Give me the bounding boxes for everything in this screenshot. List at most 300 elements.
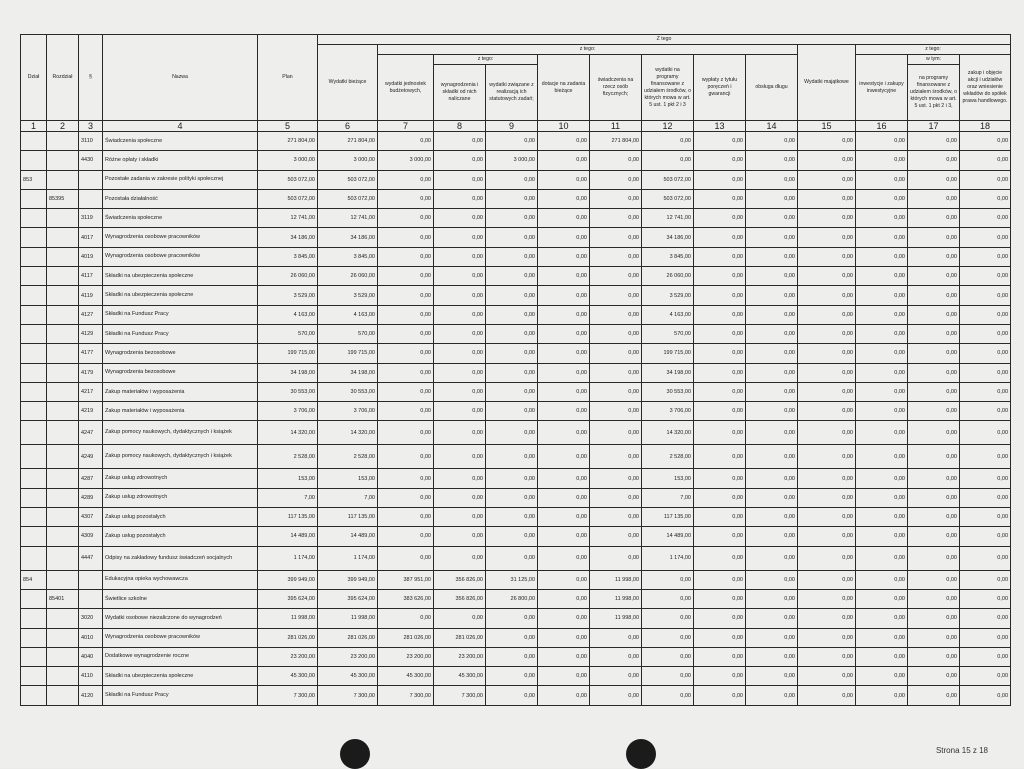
cell-value: 11 998,00: [590, 589, 642, 608]
cell-value: 0,00: [642, 609, 694, 628]
cell-value: 0,00: [798, 570, 856, 589]
cell-value: 34 198,00: [258, 363, 318, 382]
cell-value: 0,00: [486, 247, 538, 266]
cell-value: 45 300,00: [318, 667, 378, 686]
cell-value: 0,00: [694, 324, 746, 343]
cell-value: 0,00: [746, 667, 798, 686]
cell-value: 26 060,00: [318, 267, 378, 286]
cell-paragraf: 4119: [79, 286, 103, 305]
cell-paragraf: 4017: [79, 228, 103, 247]
page-number: Strona 15 z 18: [935, 746, 988, 755]
cell-value: 0,00: [746, 589, 798, 608]
cell-value: 0,00: [746, 170, 798, 189]
cell-rozdzial: [47, 170, 79, 189]
cell-value: 395 624,00: [258, 589, 318, 608]
cell-value: 0,00: [856, 508, 908, 527]
cell-value: 0,00: [960, 421, 1011, 445]
column-number: 16: [856, 121, 908, 132]
cell-value: 0,00: [486, 686, 538, 705]
cell-value: 387 951,00: [378, 570, 434, 589]
cell-value: 0,00: [798, 527, 856, 546]
cell-value: 117 135,00: [258, 508, 318, 527]
cell-value: 0,00: [486, 546, 538, 570]
cell-value: 0,00: [798, 589, 856, 608]
cell-value: 0,00: [908, 546, 960, 570]
header-na-programy: na programy finansowane z udziałem środków, o których mowa w art. 5 ust. 1 pkt 2 i 3,: [908, 65, 960, 121]
cell-value: 0,00: [960, 527, 1011, 546]
cell-value: 0,00: [746, 209, 798, 228]
cell-value: 0,00: [642, 570, 694, 589]
cell-dzial: [21, 228, 47, 247]
cell-value: 0,00: [538, 527, 590, 546]
cell-value: 0,00: [538, 570, 590, 589]
cell-value: 0,00: [590, 421, 642, 445]
table-row: [21, 151, 1011, 170]
column-number: 12: [642, 121, 694, 132]
table-row: [21, 305, 1011, 324]
cell-paragraf: 4117: [79, 267, 103, 286]
cell-value: 0,00: [434, 488, 486, 507]
cell-value: 0,00: [590, 344, 642, 363]
cell-value: 14 320,00: [642, 421, 694, 445]
table-header: [21, 35, 1011, 132]
cell-value: 0,00: [798, 209, 856, 228]
cell-value: 3 706,00: [258, 402, 318, 421]
cell-value: 0,00: [908, 570, 960, 589]
cell-value: 3 845,00: [318, 247, 378, 266]
column-number: 5: [258, 121, 318, 132]
cell-value: 0,00: [590, 189, 642, 208]
table-row: [21, 686, 1011, 705]
column-number: 15: [798, 121, 856, 132]
cell-value: 11 998,00: [590, 609, 642, 628]
cell-value: 45 300,00: [378, 667, 434, 686]
cell-rozdzial: [47, 286, 79, 305]
cell-paragraf: 4179: [79, 363, 103, 382]
cell-value: 0,00: [378, 247, 434, 266]
column-number: 14: [746, 121, 798, 132]
cell-dzial: [21, 324, 47, 343]
cell-value: 0,00: [798, 402, 856, 421]
cell-value: 0,00: [960, 132, 1011, 151]
cell-dzial: [21, 151, 47, 170]
cell-rozdzial: [47, 570, 79, 589]
cell-value: 3 529,00: [258, 286, 318, 305]
cell-rozdzial: 85395: [47, 189, 79, 208]
cell-value: 0,00: [590, 228, 642, 247]
cell-dzial: [21, 445, 47, 469]
cell-paragraf: [79, 589, 103, 608]
cell-value: 0,00: [434, 546, 486, 570]
cell-value: 0,00: [908, 667, 960, 686]
cell-rozdzial: [47, 305, 79, 324]
cell-nazwa: Pozostała działalność: [103, 189, 258, 208]
cell-value: 0,00: [908, 382, 960, 401]
cell-value: 0,00: [856, 667, 908, 686]
cell-value: 0,00: [486, 209, 538, 228]
cell-value: 0,00: [856, 344, 908, 363]
cell-value: 0,00: [590, 363, 642, 382]
cell-value: 0,00: [590, 286, 642, 305]
cell-value: 0,00: [746, 324, 798, 343]
cell-value: 0,00: [378, 382, 434, 401]
cell-value: 0,00: [590, 508, 642, 527]
cell-value: 0,00: [538, 247, 590, 266]
cell-dzial: 853: [21, 170, 47, 189]
cell-value: 0,00: [798, 247, 856, 266]
cell-paragraf: 3020: [79, 609, 103, 628]
cell-value: 0,00: [908, 508, 960, 527]
header-wydatki-zwiazane: wydatki związane z realizacją ich statutowych zadań;: [486, 65, 538, 121]
cell-value: 570,00: [318, 324, 378, 343]
cell-value: 0,00: [908, 589, 960, 608]
cell-value: 0,00: [960, 286, 1011, 305]
cell-value: 0,00: [378, 488, 434, 507]
cell-value: 0,00: [746, 382, 798, 401]
cell-rozdzial: [47, 247, 79, 266]
cell-dzial: [21, 267, 47, 286]
cell-value: 4 163,00: [642, 305, 694, 324]
table-row: [21, 267, 1011, 286]
cell-value: 383 626,00: [378, 589, 434, 608]
cell-value: 0,00: [642, 151, 694, 170]
cell-value: 0,00: [908, 686, 960, 705]
cell-value: 0,00: [694, 421, 746, 445]
cell-value: 0,00: [746, 421, 798, 445]
cell-value: 503 072,00: [258, 170, 318, 189]
cell-value: 0,00: [590, 247, 642, 266]
cell-value: 0,00: [694, 305, 746, 324]
cell-value: 0,00: [960, 324, 1011, 343]
cell-value: 12 741,00: [642, 209, 694, 228]
cell-paragraf: 4249: [79, 445, 103, 469]
cell-value: 0,00: [746, 305, 798, 324]
cell-value: 0,00: [960, 151, 1011, 170]
cell-dzial: [21, 667, 47, 686]
cell-value: 0,00: [538, 363, 590, 382]
cell-value: 0,00: [486, 647, 538, 666]
cell-value: 4 163,00: [318, 305, 378, 324]
cell-rozdzial: [47, 324, 79, 343]
cell-value: 0,00: [642, 589, 694, 608]
cell-nazwa: Odpisy na zakładowy fundusz świadczeń socjalnych: [103, 546, 258, 570]
column-number: 6: [318, 121, 378, 132]
budget-table: [20, 34, 1011, 706]
cell-value: 4 163,00: [258, 305, 318, 324]
table-row: [21, 667, 1011, 686]
cell-rozdzial: [47, 488, 79, 507]
cell-value: 0,00: [856, 324, 908, 343]
cell-dzial: [21, 305, 47, 324]
cell-value: 271 804,00: [318, 132, 378, 151]
cell-value: 0,00: [378, 228, 434, 247]
cell-value: 0,00: [378, 508, 434, 527]
cell-paragraf: 3119: [79, 209, 103, 228]
cell-value: 0,00: [694, 589, 746, 608]
cell-value: 0,00: [538, 267, 590, 286]
cell-value: 0,00: [798, 686, 856, 705]
column-number: 7: [378, 121, 434, 132]
cell-value: 0,00: [746, 267, 798, 286]
cell-value: 0,00: [856, 228, 908, 247]
cell-value: 30 553,00: [318, 382, 378, 401]
cell-value: 0,00: [434, 286, 486, 305]
cell-value: 0,00: [746, 570, 798, 589]
cell-nazwa: Składki na ubezpieczenia społeczne: [103, 667, 258, 686]
cell-value: 0,00: [798, 286, 856, 305]
cell-nazwa: Zakup usług pozostałych: [103, 527, 258, 546]
cell-value: 0,00: [960, 488, 1011, 507]
cell-dzial: [21, 382, 47, 401]
cell-value: 0,00: [642, 132, 694, 151]
cell-dzial: [21, 189, 47, 208]
header-wydatki-majatkowe: Wydatki majątkowe: [798, 45, 856, 121]
cell-value: 0,00: [960, 209, 1011, 228]
cell-value: 0,00: [538, 209, 590, 228]
table-row: [21, 402, 1011, 421]
cell-value: 0,00: [908, 421, 960, 445]
cell-value: 0,00: [378, 344, 434, 363]
cell-value: 0,00: [486, 363, 538, 382]
cell-value: 34 198,00: [642, 363, 694, 382]
cell-value: 0,00: [694, 508, 746, 527]
cell-value: 0,00: [486, 132, 538, 151]
cell-value: 31 125,00: [486, 570, 538, 589]
header-wyplaty: wypłaty z tytułu poręczeń i gwarancji: [694, 55, 746, 121]
cell-value: 23 200,00: [378, 647, 434, 666]
cell-value: 0,00: [378, 189, 434, 208]
cell-value: 0,00: [856, 247, 908, 266]
cell-value: 0,00: [798, 628, 856, 647]
cell-nazwa: Świadczenia społeczne: [103, 209, 258, 228]
cell-value: 0,00: [694, 382, 746, 401]
cell-value: 0,00: [746, 228, 798, 247]
cell-value: 0,00: [642, 628, 694, 647]
cell-value: 0,00: [798, 647, 856, 666]
punch-hole: [340, 739, 370, 769]
cell-value: 0,00: [908, 344, 960, 363]
header-obsluga-dlugu: obsługa długu: [746, 55, 798, 121]
header-plan: Plan: [258, 35, 318, 121]
cell-dzial: [21, 647, 47, 666]
cell-value: 0,00: [642, 667, 694, 686]
cell-value: 153,00: [258, 469, 318, 488]
cell-value: 0,00: [694, 667, 746, 686]
cell-rozdzial: [47, 469, 79, 488]
cell-value: 0,00: [694, 151, 746, 170]
cell-value: 2 528,00: [258, 445, 318, 469]
cell-value: 0,00: [694, 286, 746, 305]
cell-value: 0,00: [798, 267, 856, 286]
cell-value: 7 300,00: [258, 686, 318, 705]
cell-value: 0,00: [908, 189, 960, 208]
cell-value: 0,00: [538, 647, 590, 666]
cell-value: 0,00: [798, 363, 856, 382]
cell-value: 0,00: [856, 469, 908, 488]
cell-value: 0,00: [856, 305, 908, 324]
cell-value: 0,00: [538, 667, 590, 686]
header-wydatki-biezace: Wydatki bieżące: [318, 45, 378, 121]
cell-value: 0,00: [908, 132, 960, 151]
cell-value: 0,00: [486, 609, 538, 628]
cell-value: 11 998,00: [590, 570, 642, 589]
cell-value: 26 060,00: [258, 267, 318, 286]
cell-rozdzial: [47, 132, 79, 151]
cell-value: 0,00: [694, 527, 746, 546]
cell-value: 0,00: [590, 628, 642, 647]
cell-paragraf: 4217: [79, 382, 103, 401]
cell-nazwa: Świetlice szkolne: [103, 589, 258, 608]
cell-value: 0,00: [538, 508, 590, 527]
cell-rozdzial: [47, 228, 79, 247]
cell-value: 0,00: [486, 488, 538, 507]
table-row: [21, 421, 1011, 445]
cell-value: 0,00: [486, 228, 538, 247]
cell-value: 0,00: [798, 132, 856, 151]
cell-value: 0,00: [908, 527, 960, 546]
cell-value: 0,00: [856, 527, 908, 546]
cell-value: 0,00: [960, 189, 1011, 208]
cell-value: 0,00: [856, 647, 908, 666]
cell-value: 3 000,00: [318, 151, 378, 170]
cell-value: 0,00: [746, 488, 798, 507]
cell-value: 23 200,00: [318, 647, 378, 666]
cell-nazwa: Wynagrodzenia bezosobowe: [103, 363, 258, 382]
cell-rozdzial: [47, 402, 79, 421]
cell-value: 0,00: [590, 686, 642, 705]
cell-value: 199 715,00: [258, 344, 318, 363]
cell-nazwa: Różne opłaty i składki: [103, 151, 258, 170]
cell-nazwa: Składki na Fundusz Pracy: [103, 305, 258, 324]
cell-nazwa: Świadczenia społeczne: [103, 132, 258, 151]
cell-value: 0,00: [378, 286, 434, 305]
table-row: [21, 132, 1011, 151]
cell-value: 34 186,00: [642, 228, 694, 247]
cell-value: 0,00: [856, 267, 908, 286]
table-row: [21, 363, 1011, 382]
cell-value: 0,00: [378, 170, 434, 189]
cell-value: 2 528,00: [318, 445, 378, 469]
cell-value: 7,00: [258, 488, 318, 507]
cell-value: 0,00: [378, 132, 434, 151]
cell-value: 0,00: [746, 686, 798, 705]
cell-value: 271 804,00: [258, 132, 318, 151]
cell-value: 0,00: [486, 170, 538, 189]
cell-value: 0,00: [908, 609, 960, 628]
cell-value: 0,00: [960, 247, 1011, 266]
cell-value: 0,00: [538, 469, 590, 488]
cell-dzial: [21, 628, 47, 647]
cell-value: 0,00: [960, 647, 1011, 666]
cell-value: 0,00: [694, 609, 746, 628]
cell-value: 0,00: [486, 286, 538, 305]
cell-value: 0,00: [538, 228, 590, 247]
cell-paragraf: [79, 170, 103, 189]
cell-paragraf: 4247: [79, 421, 103, 445]
cell-value: 0,00: [960, 363, 1011, 382]
cell-paragraf: 4040: [79, 647, 103, 666]
cell-value: 0,00: [960, 305, 1011, 324]
cell-value: 0,00: [642, 686, 694, 705]
cell-value: 0,00: [378, 469, 434, 488]
header-wydatki-programy: wydatki na programy finansowane z udziałem środków, o których mowa w art. 5 ust. 1 pkt 2 i 3: [642, 55, 694, 121]
cell-value: 0,00: [434, 609, 486, 628]
cell-paragraf: [79, 570, 103, 589]
cell-value: 0,00: [694, 344, 746, 363]
table-row: [21, 228, 1011, 247]
header-dzial: Dział: [21, 35, 47, 121]
cell-nazwa: Składki na Fundusz Pracy: [103, 324, 258, 343]
cell-value: 0,00: [434, 344, 486, 363]
cell-value: 0,00: [856, 445, 908, 469]
cell-value: 199 715,00: [318, 344, 378, 363]
cell-value: 0,00: [960, 445, 1011, 469]
cell-dzial: [21, 132, 47, 151]
cell-value: 34 186,00: [318, 228, 378, 247]
cell-dzial: [21, 421, 47, 445]
column-number: 11: [590, 121, 642, 132]
table-row: [21, 628, 1011, 647]
cell-value: 0,00: [590, 546, 642, 570]
cell-paragraf: 4287: [79, 469, 103, 488]
cell-value: 34 198,00: [318, 363, 378, 382]
cell-value: 570,00: [258, 324, 318, 343]
header-inwestycje: inwestycje i zakupy inwestycyjne: [856, 55, 908, 121]
cell-value: 0,00: [908, 445, 960, 469]
cell-rozdzial: [47, 445, 79, 469]
cell-value: 12 741,00: [318, 209, 378, 228]
cell-value: 0,00: [960, 686, 1011, 705]
cell-value: 0,00: [590, 382, 642, 401]
cell-value: 0,00: [590, 445, 642, 469]
cell-value: 0,00: [434, 421, 486, 445]
cell-paragraf: 4447: [79, 546, 103, 570]
cell-dzial: [21, 402, 47, 421]
cell-paragraf: 4010: [79, 628, 103, 647]
table-row: [21, 324, 1011, 343]
cell-dzial: [21, 488, 47, 507]
cell-value: 0,00: [694, 402, 746, 421]
cell-value: 0,00: [434, 445, 486, 469]
cell-value: 23 200,00: [258, 647, 318, 666]
cell-value: 0,00: [378, 363, 434, 382]
table-row: [21, 189, 1011, 208]
cell-nazwa: Dodatkowe wynagrodzenie roczne: [103, 647, 258, 666]
cell-value: 7,00: [318, 488, 378, 507]
cell-value: 0,00: [856, 151, 908, 170]
cell-value: 0,00: [908, 469, 960, 488]
cell-value: 14 489,00: [642, 527, 694, 546]
table-row: [21, 247, 1011, 266]
cell-value: 0,00: [538, 402, 590, 421]
cell-value: 0,00: [486, 527, 538, 546]
cell-value: 0,00: [960, 546, 1011, 570]
cell-value: 0,00: [856, 209, 908, 228]
cell-dzial: [21, 589, 47, 608]
cell-value: 117 135,00: [318, 508, 378, 527]
column-number: 8: [434, 121, 486, 132]
cell-paragraf: 4127: [79, 305, 103, 324]
cell-value: 503 072,00: [642, 189, 694, 208]
header-zakup-akcji: zakup i objęcie akcji i udziałów oraz wniesienie wkładów do spółek prawa handlowego.: [960, 55, 1011, 121]
cell-value: 0,00: [746, 546, 798, 570]
table-row: [21, 209, 1011, 228]
cell-value: 0,00: [538, 445, 590, 469]
cell-value: 0,00: [434, 527, 486, 546]
header-wynagrodzenia: wynagrodzenia i składki od nich naliczane: [434, 65, 486, 121]
cell-value: 0,00: [538, 686, 590, 705]
cell-dzial: [21, 286, 47, 305]
